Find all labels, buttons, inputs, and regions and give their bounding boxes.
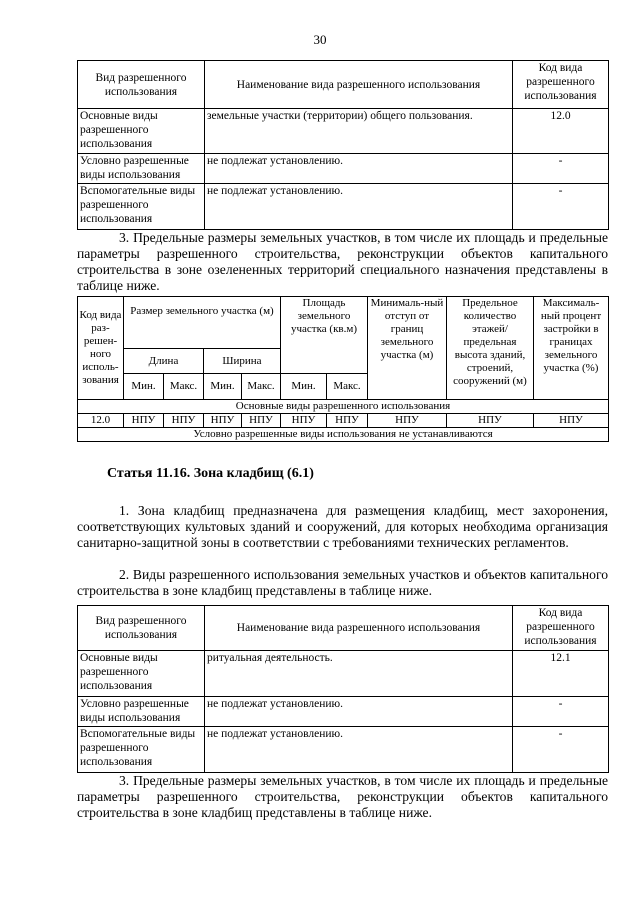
use-code-cell: -	[513, 727, 609, 773]
use-type-cell: Основные виды разрешенного использования	[78, 651, 205, 697]
row-width-min: НПУ	[204, 414, 242, 428]
table-row	[78, 414, 609, 428]
header-length: Длина	[124, 349, 204, 374]
row-floors-height: НПУ	[447, 414, 534, 428]
table-row	[78, 184, 609, 230]
section-conditional-uses: Условно разрешенные виды использования не устанавливаются	[78, 428, 609, 442]
row-code: 12.0	[78, 414, 124, 428]
use-name-cell: ритуальная деятельность.	[205, 651, 513, 697]
header-width-max: Макс.	[242, 374, 281, 400]
header-width-min: Мин.	[204, 374, 242, 400]
use-code-cell: -	[513, 697, 609, 727]
use-code-cell: 12.0	[513, 109, 609, 154]
header-use-name: Наименование вида разрешенного использования	[205, 606, 513, 651]
page-number: 30	[313, 32, 327, 47]
header-length-max: Макс.	[164, 374, 204, 400]
paragraph-limits-2: 3. Предельные размеры земельных участков, в том числе их площадь и предельные параметры разрешенного строительства, реконструкции объектов капитального строительства в зоне кладбищ представлены в таблице ниже.	[77, 773, 608, 820]
header-use-name: Наименование вида разрешенного использования	[205, 61, 513, 109]
use-type-cell: Основные виды разрешенного использования	[78, 109, 205, 154]
row-max-percent: НПУ	[534, 414, 609, 428]
use-type-cell: Условно разрешенные виды использования	[78, 154, 205, 184]
use-name-cell: земельные участки (территории) общего пользования.	[205, 109, 513, 154]
header-plot-area: Площадь земельного участка (кв.м)	[281, 297, 368, 374]
header-use-type: Вид разрешенного использования	[78, 61, 205, 109]
header-area-max: Макс.	[327, 374, 368, 400]
row-length-max: НПУ	[164, 414, 204, 428]
header-use-type: Вид разрешенного использования	[78, 606, 205, 651]
use-name-cell: не подлежат установлению.	[205, 154, 513, 184]
paragraph-zone-purpose: 1. Зона кладбищ предназначена для размещения кладбищ, мест захоронения, соответствующих культовых зданий и сооружений, для которых необходима организация санитарно-защитной зоны в соответствии с требованиями технических регламентов.	[77, 503, 608, 550]
row-area-min: НПУ	[281, 414, 327, 428]
header-plot-size: Размер земельного участка (м)	[124, 297, 281, 349]
header-max-percent: Максималь-ный процент застройки в границах земельного участка (%)	[534, 297, 609, 400]
header-width: Ширина	[204, 349, 281, 374]
use-type-cell: Вспомогательные виды разрешенного использования	[78, 184, 205, 230]
use-name-cell: не подлежат установлению.	[205, 697, 513, 727]
header-min-setback: Минималь-ный отступ от границ земельного участка (м)	[368, 297, 447, 400]
header-code: Код вида раз-решен-ного исполь-зования	[78, 297, 124, 400]
row-min-setback: НПУ	[368, 414, 447, 428]
header-use-code: Код вида разрешенного использования	[513, 61, 609, 109]
parameters-table	[77, 296, 609, 442]
use-code-cell: -	[513, 184, 609, 230]
use-type-cell: Вспомогательные виды разрешенного использования	[78, 727, 205, 773]
paragraph-limits-1: 3. Предельные размеры земельных участков, в том числе их площадь и предельные параметры разрешенного строительства, реконструкции объектов капитального строительства в зоне озелененных территорий специального назначения представлены в таблице ниже.	[77, 230, 608, 293]
table-row	[78, 727, 609, 773]
table-row	[78, 697, 609, 727]
header-floors-height: Предельное количество этажей/ предельная высота зданий, строений, сооружений (м)	[447, 297, 534, 400]
use-name-cell: не подлежат установлению.	[205, 727, 513, 773]
use-code-cell: -	[513, 154, 609, 184]
use-type-cell: Условно разрешенные виды использования	[78, 697, 205, 727]
table-row	[78, 651, 609, 697]
row-area-max: НПУ	[327, 414, 368, 428]
table-row	[78, 109, 609, 154]
header-length-min: Мин.	[124, 374, 164, 400]
paragraph-use-types: 2. Виды разрешенного использования земельных участков и объектов капитального строительства в зоне кладбищ представлены в таблице ниже.	[77, 567, 608, 598]
header-use-code: Код вида разрешенного использования	[513, 606, 609, 651]
permitted-use-table-2	[77, 605, 609, 773]
table-row	[78, 154, 609, 184]
section-main-uses: Основные виды разрешенного использования	[78, 400, 609, 414]
use-code-cell: 12.1	[513, 651, 609, 697]
permitted-use-table-1	[77, 60, 609, 230]
article-title: Статья 11.16. Зона кладбищ (6.1)	[107, 466, 314, 481]
row-length-min: НПУ	[124, 414, 164, 428]
use-name-cell: не подлежат установлению.	[205, 184, 513, 230]
row-width-max: НПУ	[242, 414, 281, 428]
header-area-min: Мин.	[281, 374, 327, 400]
